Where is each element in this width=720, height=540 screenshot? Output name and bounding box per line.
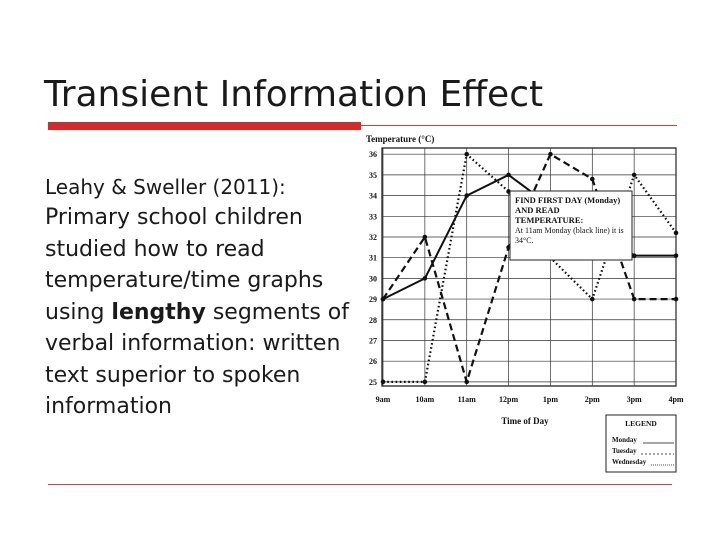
y-tick-label: 29 bbox=[369, 295, 377, 305]
x-tick-label: 12pm bbox=[499, 395, 519, 404]
annotation-text: At 11am Monday (black line) it is 34°C. bbox=[515, 226, 624, 245]
annotation-callout bbox=[510, 191, 632, 260]
title-rule bbox=[361, 125, 677, 126]
x-tick-label: 11am bbox=[457, 395, 476, 404]
data-point-monday bbox=[423, 276, 428, 281]
data-point-tuesday bbox=[381, 380, 386, 385]
data-point-tuesday bbox=[632, 173, 637, 178]
chart-legend bbox=[606, 415, 676, 472]
data-point-wednesday bbox=[423, 235, 428, 240]
data-point-tuesday bbox=[674, 231, 679, 236]
data-point-tuesday bbox=[590, 297, 595, 302]
annotation-heading: FIND FIRST DAY (Monday) AND READ TEMPERATURE: bbox=[515, 195, 621, 225]
legend-title: LEGEND bbox=[625, 419, 657, 428]
data-point-monday bbox=[632, 253, 637, 258]
y-tick-label: 34 bbox=[369, 191, 377, 201]
data-point-wednesday bbox=[548, 152, 553, 157]
data-point-monday bbox=[674, 253, 679, 258]
data-point-wednesday bbox=[464, 380, 469, 385]
data-point-wednesday bbox=[674, 297, 679, 302]
y-tick-label: 26 bbox=[369, 357, 377, 367]
data-point-tuesday bbox=[423, 380, 428, 385]
data-point-monday bbox=[506, 173, 511, 178]
slide-title: Transient Information Effect bbox=[44, 74, 544, 115]
y-tick-label: 27 bbox=[369, 336, 377, 346]
title-underline bbox=[48, 122, 361, 130]
body-text-end: segments of verbal information: written text superior to spoken information bbox=[45, 299, 349, 419]
slide-body bbox=[45, 173, 357, 423]
y-tick-label: 25 bbox=[369, 377, 377, 387]
body-text-bold: lengthy bbox=[111, 299, 206, 325]
y-tick-label: 35 bbox=[369, 170, 377, 180]
x-tick-label: 3pm bbox=[626, 395, 642, 404]
data-point-monday bbox=[464, 193, 469, 198]
y-tick-label: 33 bbox=[369, 212, 377, 222]
y-tick-label: 32 bbox=[369, 232, 377, 242]
y-axis-label: Temperature (°C) bbox=[366, 134, 435, 144]
data-point-wednesday bbox=[632, 297, 637, 302]
x-tick-label: 9am bbox=[375, 395, 391, 404]
x-tick-label: 1pm bbox=[542, 395, 559, 404]
data-point-wednesday bbox=[381, 297, 386, 302]
y-tick-label: 36 bbox=[369, 150, 377, 160]
body-text-start: Primary school children studied how to read temperature/time graphs using bbox=[45, 205, 324, 325]
data-point-wednesday bbox=[590, 177, 595, 182]
legend-entry-tuesday: Tuesday bbox=[612, 447, 637, 455]
data-point-tuesday bbox=[464, 152, 469, 157]
temperature-chart bbox=[360, 132, 684, 476]
body-description bbox=[45, 202, 357, 423]
x-axis-label: Time of Day bbox=[501, 416, 549, 426]
legend-entry-wednesday: Wednesday bbox=[612, 458, 647, 466]
bottom-rule bbox=[48, 484, 672, 485]
x-tick-label: 4pm bbox=[668, 395, 684, 404]
citation: Leahy & Sweller (2011): bbox=[45, 175, 286, 199]
x-tick-label: 2pm bbox=[584, 395, 600, 404]
y-tick-label: 31 bbox=[369, 253, 377, 263]
y-tick-label: 28 bbox=[369, 315, 377, 325]
x-tick-label: 10am bbox=[415, 395, 435, 404]
y-tick-label: 30 bbox=[369, 274, 377, 284]
legend-entry-monday: Monday bbox=[612, 436, 637, 444]
